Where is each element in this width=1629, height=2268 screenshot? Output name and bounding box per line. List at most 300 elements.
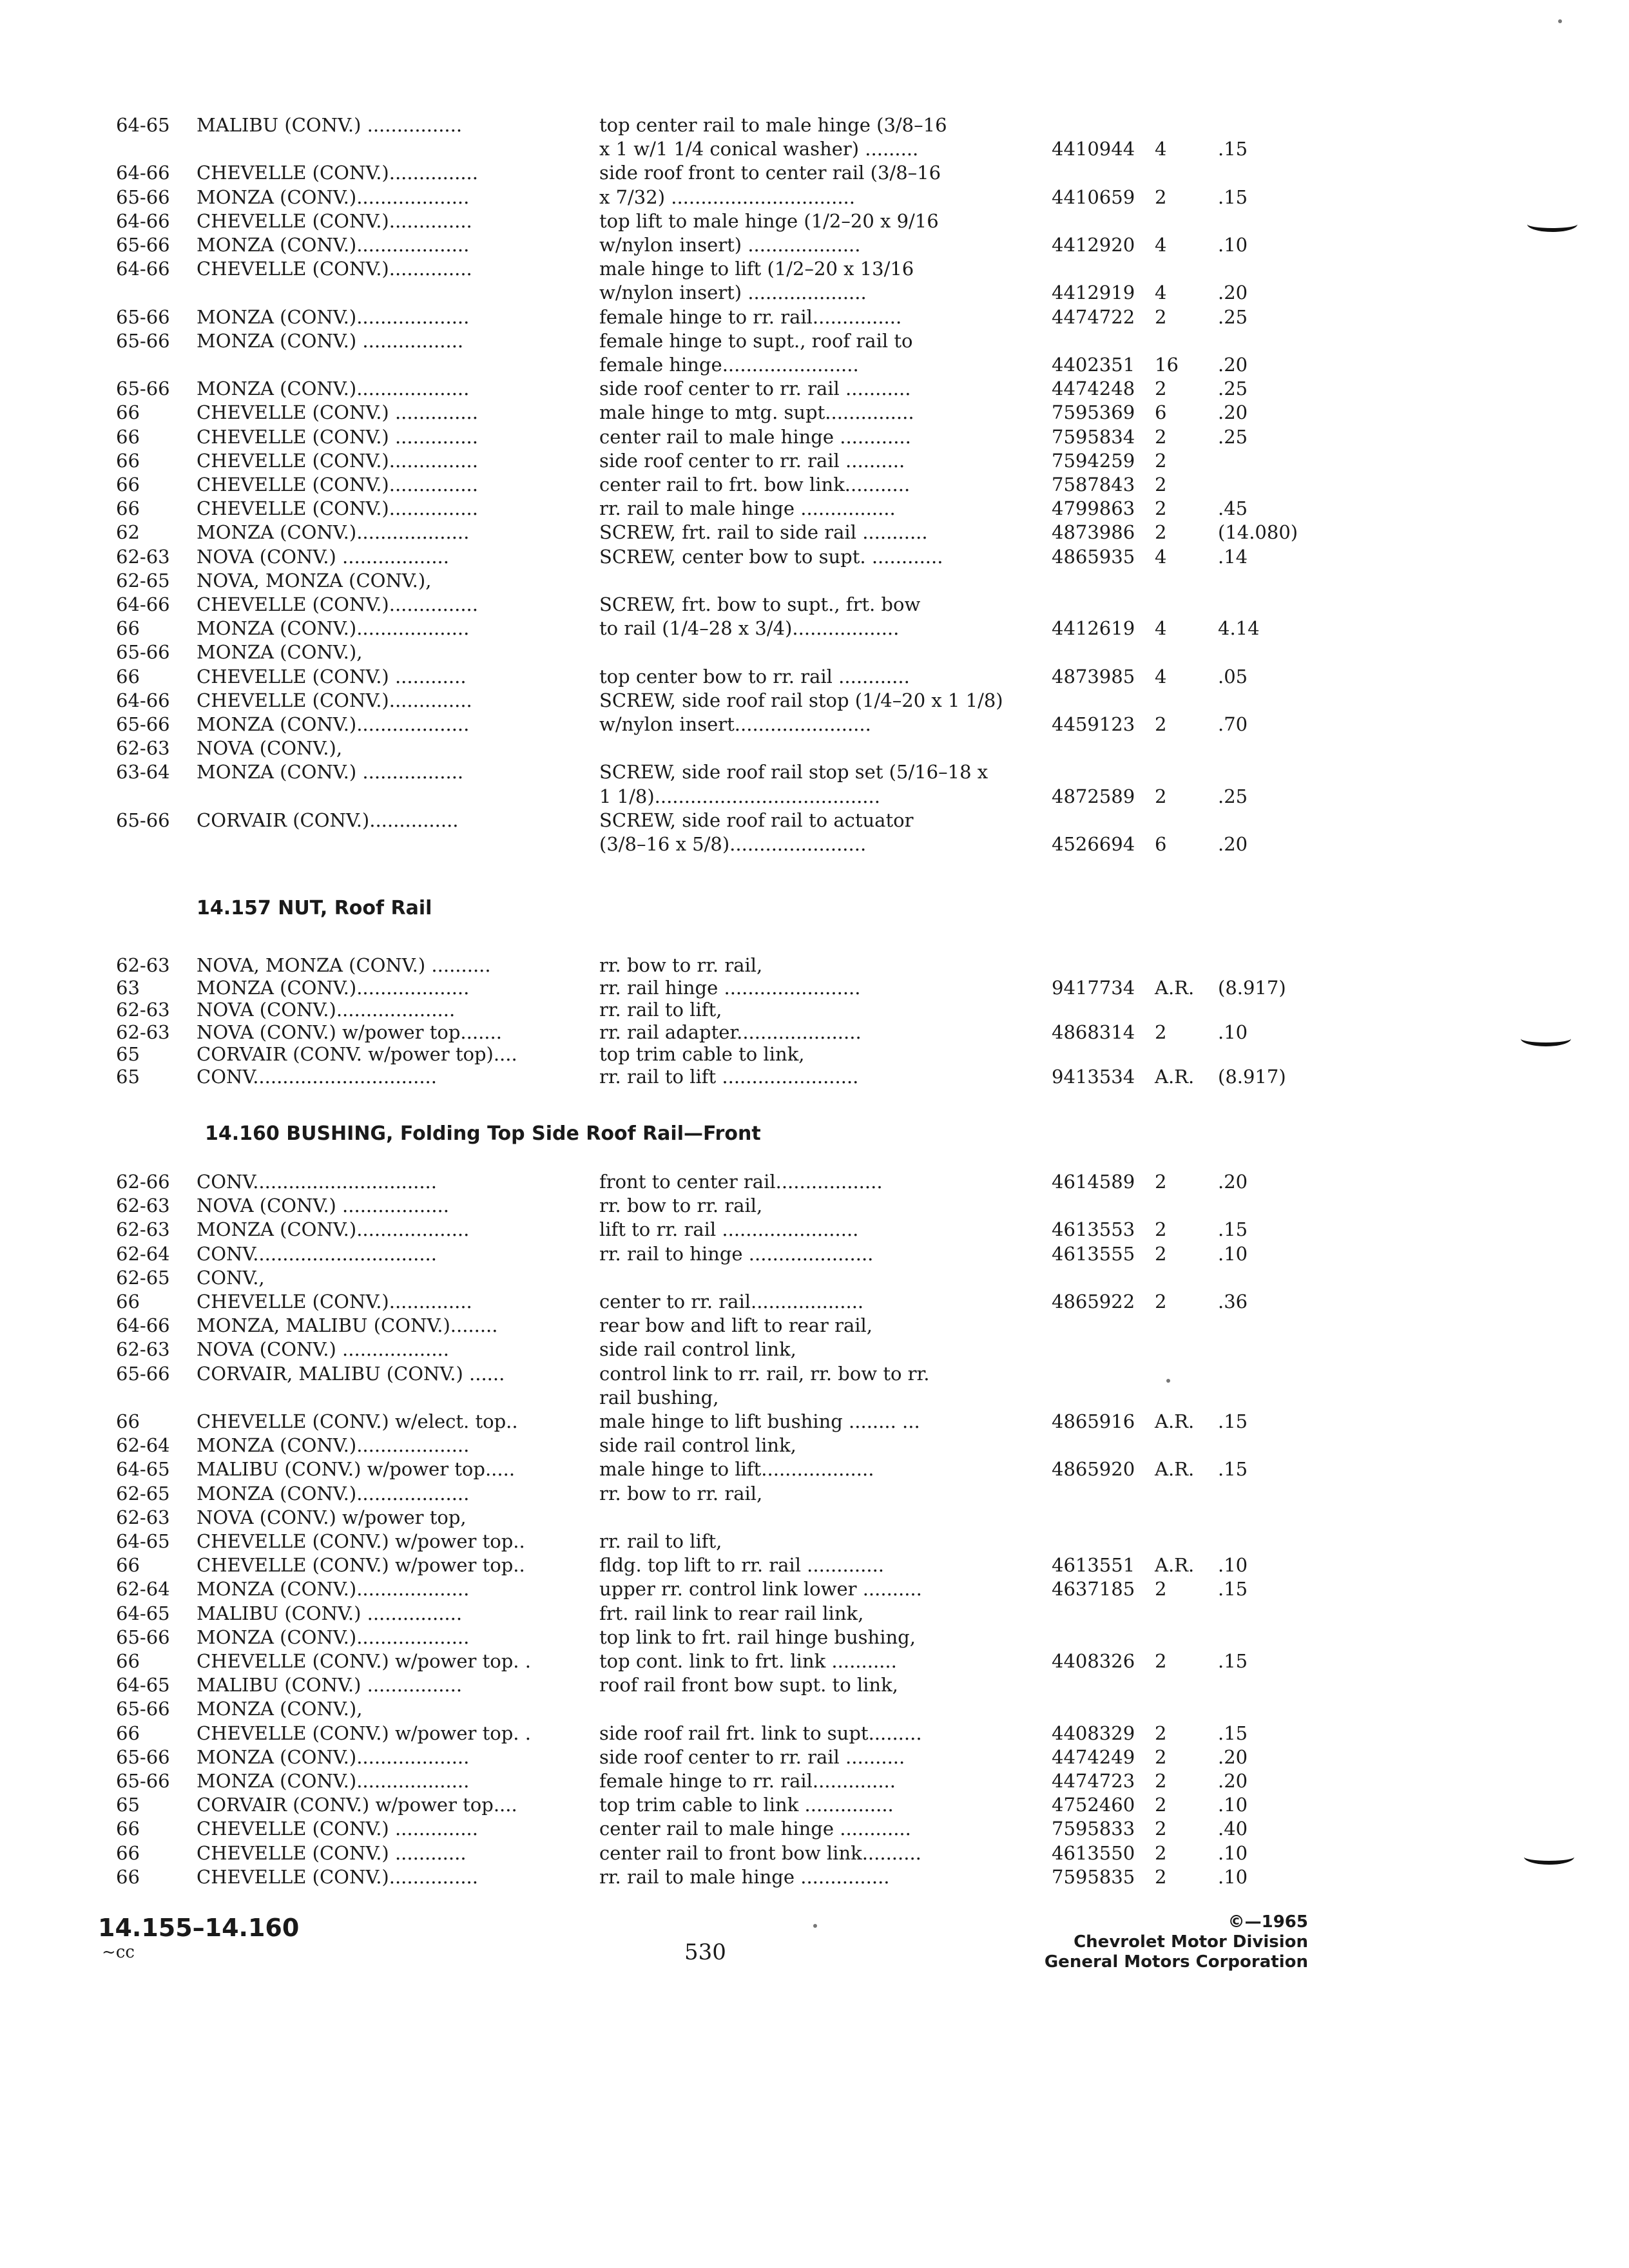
year-range: 65-66 (116, 1770, 170, 1792)
part-description: male hinge to lift bushing ........ ... (599, 1410, 920, 1432)
parts-row (0, 186, 1629, 209)
vehicle-model: MONZA (CONV.)................... (197, 521, 470, 543)
quantity: 2 (1155, 1578, 1167, 1600)
parts-row (0, 998, 1629, 1021)
part-description: rr. rail adapter..................... (599, 1021, 862, 1043)
year-range: 65-66 (116, 1698, 170, 1720)
price: .05 (1218, 666, 1248, 687)
year-range: 64-66 (116, 593, 170, 615)
part-description: side rail control link, (599, 1338, 796, 1360)
quantity: 2 (1155, 1021, 1167, 1043)
quantity: 6 (1155, 401, 1167, 423)
year-range: 63-64 (116, 761, 170, 783)
part-description: SCREW, side roof rail to actuator (599, 809, 914, 831)
year-range: 65-66 (116, 1363, 170, 1385)
part-number: 9417734 (1052, 977, 1135, 999)
quantity: 2 (1155, 785, 1167, 807)
parts-row (0, 1817, 1629, 1840)
parts-row (0, 449, 1629, 472)
price: .10 (1218, 1021, 1248, 1043)
part-number: 4408329 (1052, 1722, 1135, 1744)
vehicle-model: MONZA (CONV.), (197, 1698, 363, 1720)
quantity: 4 (1155, 617, 1167, 639)
year-range: 64-65 (116, 1530, 170, 1552)
part-number: 4474249 (1052, 1746, 1135, 1768)
year-range: 64-66 (116, 258, 170, 280)
year-range: 66 (116, 1842, 140, 1864)
year-range: 66 (116, 1722, 140, 1744)
part-number: 4872589 (1052, 785, 1135, 807)
part-description: side roof center to rr. rail .......... (599, 450, 905, 472)
parts-row (0, 1722, 1629, 1745)
vehicle-model: MONZA (CONV.)................... (197, 1770, 470, 1792)
quantity: 2 (1155, 426, 1167, 448)
vehicle-model: CHEVELLE (CONV.) ............ (197, 1842, 467, 1864)
part-description: side rail control link, (599, 1434, 796, 1456)
part-description: side roof rail frt. link to supt......... (599, 1722, 922, 1744)
quantity: A.R. (1155, 977, 1195, 999)
vehicle-model: NOVA (CONV.) w/power top, (197, 1506, 467, 1528)
quantity: 2 (1155, 1866, 1167, 1888)
quantity: 2 (1155, 1794, 1167, 1816)
part-number: 7595834 (1052, 426, 1135, 448)
vehicle-model: CHEVELLE (CONV.)............... (197, 162, 478, 184)
part-number: 4868314 (1052, 1021, 1135, 1043)
vehicle-model: MONZA (CONV.)................... (197, 186, 470, 208)
parts-row (0, 593, 1629, 616)
year-range: 62-63 (116, 1338, 170, 1360)
price: .20 (1218, 401, 1248, 423)
vehicle-model: CHEVELLE (CONV.)............... (197, 1866, 478, 1888)
parts-row (0, 209, 1629, 233)
vehicle-model: NOVA (CONV.) w/power top....... (197, 1021, 502, 1043)
part-description: w/nylon insert) ................... (599, 234, 861, 256)
vehicle-model: CHEVELLE (CONV.) ............ (197, 666, 467, 687)
part-description: to rail (1/4–28 x 3/4).................. (599, 617, 900, 639)
parts-row (0, 1697, 1629, 1720)
footer-mark: ~cc (102, 1943, 135, 1962)
parts-row (0, 665, 1629, 688)
parts-row (0, 785, 1629, 808)
quantity: 4 (1155, 546, 1167, 568)
price: .15 (1218, 1650, 1248, 1672)
part-number: 7594259 (1052, 450, 1135, 472)
scan-speck (1166, 1379, 1170, 1383)
price: .10 (1218, 1554, 1248, 1576)
quantity: A.R. (1155, 1410, 1195, 1432)
part-description: control link to rr. rail, rr. bow to rr. (599, 1363, 930, 1385)
vehicle-model: MONZA (CONV.)................... (197, 1578, 470, 1600)
price: .70 (1218, 713, 1248, 735)
price: .20 (1218, 354, 1248, 376)
vehicle-model: CHEVELLE (CONV.)............... (197, 593, 478, 615)
parts-row (0, 329, 1629, 352)
part-description: female hinge to supt., roof rail to (599, 330, 913, 352)
part-description: side roof front to center rail (3/8–16 (599, 162, 941, 184)
parts-row (0, 1362, 1629, 1385)
year-range: 62-63 (116, 954, 170, 976)
price: .36 (1218, 1291, 1248, 1312)
price: .15 (1218, 1458, 1248, 1480)
part-description: SCREW, frt. bow to supt., frt. bow (599, 593, 921, 615)
year-range: 64-66 (116, 162, 170, 184)
part-description: top trim cable to link ............... (599, 1794, 894, 1816)
vehicle-model: MALIBU (CONV.) ................ (197, 114, 463, 136)
quantity: 2 (1155, 1842, 1167, 1864)
price: .20 (1218, 282, 1248, 303)
vehicle-model: MONZA (CONV.) ................. (197, 761, 464, 783)
vehicle-model: NOVA (CONV.) .................. (197, 1195, 449, 1216)
year-range: 65-66 (116, 378, 170, 399)
year-range: 62-65 (116, 570, 170, 591)
year-range: 62-66 (116, 1171, 170, 1193)
part-number: 9413534 (1052, 1066, 1135, 1088)
year-range: 64-66 (116, 689, 170, 711)
parts-row (0, 161, 1629, 184)
year-range: 66 (116, 1818, 140, 1840)
year-range: 65 (116, 1794, 140, 1816)
parts-row (0, 1626, 1629, 1649)
footer-section-reference: 14.155–14.160 (98, 1914, 300, 1942)
parts-row (0, 1065, 1629, 1088)
price: .15 (1218, 1410, 1248, 1432)
quantity: 4 (1155, 666, 1167, 687)
part-description: x 1 w/1 1/4 conical washer) ......... (599, 138, 919, 160)
division-name: Chevrolet Motor Division (1074, 1932, 1308, 1952)
parts-row (0, 401, 1629, 424)
part-number: 4752460 (1052, 1794, 1135, 1816)
year-range: 66 (116, 617, 140, 639)
quantity: 2 (1155, 497, 1167, 519)
price: .15 (1218, 1722, 1248, 1744)
binder-hole-mark (1527, 216, 1577, 232)
parts-row (0, 1602, 1629, 1625)
quantity: 2 (1155, 306, 1167, 328)
year-range: 62-63 (116, 546, 170, 568)
year-range: 65 (116, 1043, 140, 1065)
vehicle-model: CORVAIR (CONV.)............... (197, 809, 459, 831)
price: .20 (1218, 1171, 1248, 1193)
parts-row (0, 1021, 1629, 1044)
vehicle-model: CHEVELLE (CONV.) w/power top. . (197, 1650, 531, 1672)
vehicle-model: CHEVELLE (CONV.) .............. (197, 401, 478, 423)
year-range: 65-66 (116, 330, 170, 352)
vehicle-model: CONV............................... (197, 1066, 437, 1088)
vehicle-model: CHEVELLE (CONV.).............. (197, 210, 472, 232)
parts-row (0, 425, 1629, 448)
part-description: SCREW, side roof rail stop (1/4–20 x 1 1/8) (599, 689, 1003, 711)
vehicle-model: CHEVELLE (CONV.).............. (197, 689, 472, 711)
parts-row (0, 1482, 1629, 1505)
vehicle-model: MONZA (CONV.)................... (197, 1483, 470, 1504)
year-range: 62-63 (116, 1218, 170, 1240)
part-description: male hinge to lift (1/2–20 x 13/16 (599, 258, 914, 280)
parts-row (0, 1434, 1629, 1457)
part-description: rr. rail hinge ....................... (599, 977, 861, 999)
part-description: side roof center to rr. rail ........... (599, 378, 911, 399)
quantity: 2 (1155, 186, 1167, 208)
price: .15 (1218, 1578, 1248, 1600)
year-range: 64-65 (116, 1674, 170, 1696)
year-range: 62-64 (116, 1434, 170, 1456)
parts-row (0, 545, 1629, 568)
part-description: rr. bow to rr. rail, (599, 1483, 763, 1504)
quantity: A.R. (1155, 1554, 1195, 1576)
part-description: rr. rail to male hinge ............... (599, 1866, 890, 1888)
scan-speck (813, 1924, 817, 1928)
year-range: 66 (116, 1554, 140, 1576)
parts-row (0, 1506, 1629, 1529)
quantity: 2 (1155, 378, 1167, 399)
parts-row (0, 233, 1629, 256)
part-description: rr. rail to lift, (599, 1530, 722, 1552)
parts-row (0, 1242, 1629, 1265)
year-range: 62-64 (116, 1243, 170, 1265)
quantity: 2 (1155, 521, 1167, 543)
year-range: 66 (116, 401, 140, 423)
vehicle-model: NOVA (CONV.) .................. (197, 546, 449, 568)
parts-row (0, 1793, 1629, 1816)
part-number: 4474248 (1052, 378, 1135, 399)
part-description: lift to rr. rail ....................... (599, 1218, 859, 1240)
quantity: 2 (1155, 1722, 1167, 1744)
quantity: 2 (1155, 450, 1167, 472)
quantity: A.R. (1155, 1458, 1195, 1480)
vehicle-model: CHEVELLE (CONV.)............... (197, 450, 478, 472)
year-range: 64-65 (116, 1602, 170, 1624)
vehicle-model: MONZA (CONV.), (197, 641, 363, 663)
vehicle-model: NOVA (CONV.), (197, 737, 343, 759)
part-description: center rail to frt. bow link........... (599, 474, 911, 495)
part-number: 4799863 (1052, 497, 1135, 519)
year-range: 66 (116, 1410, 140, 1432)
year-range: 66 (116, 1866, 140, 1888)
part-description: SCREW, frt. rail to side rail ........... (599, 521, 928, 543)
quantity: 2 (1155, 1243, 1167, 1265)
price: .10 (1218, 1243, 1248, 1265)
vehicle-model: CHEVELLE (CONV.) w/power top.. (197, 1554, 525, 1576)
copyright-year: ©—1965 (1228, 1912, 1308, 1932)
binder-hole-mark (1521, 1031, 1571, 1046)
part-number: 4865916 (1052, 1410, 1135, 1432)
price: .40 (1218, 1818, 1248, 1840)
parts-row (0, 569, 1629, 592)
price: .25 (1218, 378, 1248, 399)
part-description: top trim cable to link, (599, 1043, 805, 1065)
year-range: 62 (116, 521, 140, 543)
part-number: 7587843 (1052, 474, 1135, 495)
quantity: A.R. (1155, 1066, 1195, 1088)
vehicle-model: CORVAIR, MALIBU (CONV.) ...... (197, 1363, 505, 1385)
quantity: 2 (1155, 1291, 1167, 1312)
part-number: 4613555 (1052, 1243, 1135, 1265)
year-range: 65 (116, 1066, 140, 1088)
vehicle-model: CONV., (197, 1267, 265, 1289)
part-number: 4873986 (1052, 521, 1135, 543)
price: 4.14 (1218, 617, 1260, 639)
parts-row (0, 1290, 1629, 1313)
part-description: female hinge to rr. rail............... (599, 306, 902, 328)
vehicle-model: CHEVELLE (CONV.)............... (197, 474, 478, 495)
vehicle-model: CHEVELLE (CONV.) .............. (197, 426, 478, 448)
part-number: 4865935 (1052, 546, 1135, 568)
part-description: upper rr. control link lower .......... (599, 1578, 922, 1600)
year-range: 62-65 (116, 1483, 170, 1504)
parts-row (0, 305, 1629, 329)
price: .10 (1218, 1866, 1248, 1888)
quantity: 4 (1155, 138, 1167, 160)
part-description: rr. rail to lift ....................... (599, 1066, 859, 1088)
year-range: 65-66 (116, 713, 170, 735)
year-range: 65-66 (116, 1746, 170, 1768)
parts-row (0, 1553, 1629, 1577)
part-description: top link to frt. rail hinge bushing, (599, 1626, 916, 1648)
page-number: 530 (684, 1939, 726, 1965)
year-range: 65-66 (116, 641, 170, 663)
vehicle-model: MALIBU (CONV.) w/power top..... (197, 1458, 516, 1480)
parts-row (0, 377, 1629, 400)
year-range: 62-65 (116, 1267, 170, 1289)
part-description: center rail to male hinge ............ (599, 1818, 911, 1840)
part-description: top cont. link to frt. link ........... (599, 1650, 897, 1672)
price: .25 (1218, 785, 1248, 807)
quantity: 2 (1155, 1650, 1167, 1672)
part-number: 4637185 (1052, 1578, 1135, 1600)
parts-row (0, 281, 1629, 304)
part-number: 4613553 (1052, 1218, 1135, 1240)
year-range: 64-65 (116, 1458, 170, 1480)
year-range: 65-66 (116, 306, 170, 328)
quantity: 2 (1155, 1218, 1167, 1240)
parts-row (0, 1194, 1629, 1217)
parts-row (0, 713, 1629, 736)
parts-row (0, 521, 1629, 544)
part-description: w/nylon insert....................... (599, 713, 871, 735)
part-description: female hinge to rr. rail.............. (599, 1770, 896, 1792)
parts-row (0, 1410, 1629, 1433)
part-description: rail bushing, (599, 1387, 719, 1408)
scan-speck (1558, 19, 1562, 23)
vehicle-model: MONZA (CONV.)................... (197, 378, 470, 399)
vehicle-model: MONZA (CONV.) ................. (197, 330, 464, 352)
year-range: 62-63 (116, 999, 170, 1021)
part-description: female hinge....................... (599, 354, 859, 376)
vehicle-model: CONV............................... (197, 1171, 437, 1193)
year-range: 65-66 (116, 186, 170, 208)
part-description: male hinge to lift................... (599, 1458, 874, 1480)
vehicle-model: MONZA (CONV.)................... (197, 234, 470, 256)
vehicle-model: NOVA, MONZA (CONV.) .......... (197, 954, 491, 976)
parts-row (0, 1673, 1629, 1696)
parts-row (0, 832, 1629, 856)
section-title-14-160: 14.160 BUSHING, Folding Top Side Roof Rail—Front (205, 1122, 761, 1145)
parts-row (0, 1457, 1629, 1481)
part-number: 4526694 (1052, 833, 1135, 855)
year-range: 66 (116, 1650, 140, 1672)
parts-row (0, 1865, 1629, 1888)
quantity: 6 (1155, 833, 1167, 855)
price: .10 (1218, 1842, 1248, 1864)
quantity: 2 (1155, 1818, 1167, 1840)
part-description: 1 1/8)...................................... (599, 785, 880, 807)
quantity: 4 (1155, 282, 1167, 303)
part-description: top center rail to male hinge (3/8–16 (599, 114, 947, 136)
quantity: 4 (1155, 234, 1167, 256)
price: (8.917) (1218, 1066, 1286, 1088)
vehicle-model: MONZA (CONV.)................... (197, 617, 470, 639)
quantity: 2 (1155, 713, 1167, 735)
parts-row (0, 809, 1629, 832)
year-range: 65-66 (116, 1626, 170, 1648)
parts-row (0, 353, 1629, 376)
part-description: top lift to male hinge (1/2–20 x 9/16 (599, 210, 939, 232)
price: .15 (1218, 138, 1248, 160)
parts-row (0, 1338, 1629, 1361)
part-number: 4474723 (1052, 1770, 1135, 1792)
copyright-block (1045, 1912, 1308, 1972)
vehicle-model: CHEVELLE (CONV.) .............. (197, 1818, 478, 1840)
part-description: rr. rail to male hinge ................ (599, 497, 896, 519)
vehicle-model: MALIBU (CONV.) ................ (197, 1674, 463, 1696)
price: .14 (1218, 546, 1248, 568)
parts-row (0, 113, 1629, 137)
parts-row (0, 473, 1629, 496)
year-range: 62-63 (116, 1195, 170, 1216)
parts-row (0, 1769, 1629, 1792)
parts-row (0, 1649, 1629, 1673)
vehicle-model: MONZA (CONV.)................... (197, 1626, 470, 1648)
year-range: 62-64 (116, 1578, 170, 1600)
part-number: 4865922 (1052, 1291, 1135, 1312)
vehicle-model: CHEVELLE (CONV.).............. (197, 258, 472, 280)
year-range: 66 (116, 1291, 140, 1312)
vehicle-model: CHEVELLE (CONV.)............... (197, 497, 478, 519)
parts-row (0, 736, 1629, 760)
part-description: SCREW, center bow to supt. ............ (599, 546, 943, 568)
year-range: 64-65 (116, 114, 170, 136)
price: .20 (1218, 1770, 1248, 1792)
year-range: 62-63 (116, 1506, 170, 1528)
parts-row (0, 1218, 1629, 1241)
part-number: 4459123 (1052, 713, 1135, 735)
year-range: 65-66 (116, 234, 170, 256)
part-number: 4410659 (1052, 186, 1135, 208)
parts-row (0, 1314, 1629, 1337)
price: (8.917) (1218, 977, 1286, 999)
vehicle-model: NOVA, MONZA (CONV.), (197, 570, 432, 591)
quantity: 16 (1155, 354, 1179, 376)
part-number: 4865920 (1052, 1458, 1135, 1480)
price: .15 (1218, 1218, 1248, 1240)
parts-row (0, 257, 1629, 280)
part-description: rr. rail to lift, (599, 999, 722, 1021)
part-number: 4412920 (1052, 234, 1135, 256)
parts-row (0, 976, 1629, 999)
part-description: SCREW, side roof rail stop set (5/16–18 x (599, 761, 988, 783)
quantity: 2 (1155, 1770, 1167, 1792)
parts-row (0, 617, 1629, 640)
part-number: 7595833 (1052, 1818, 1135, 1840)
price: .10 (1218, 234, 1248, 256)
parts-row (0, 1170, 1629, 1193)
part-number: 4474722 (1052, 306, 1135, 328)
part-description: center rail to front bow link.......... (599, 1842, 921, 1864)
part-number: 4613551 (1052, 1554, 1135, 1576)
price: .20 (1218, 1746, 1248, 1768)
part-description: side roof center to rr. rail .......... (599, 1746, 905, 1768)
binder-hole-mark (1524, 1849, 1574, 1865)
part-number: 4410944 (1052, 138, 1135, 160)
